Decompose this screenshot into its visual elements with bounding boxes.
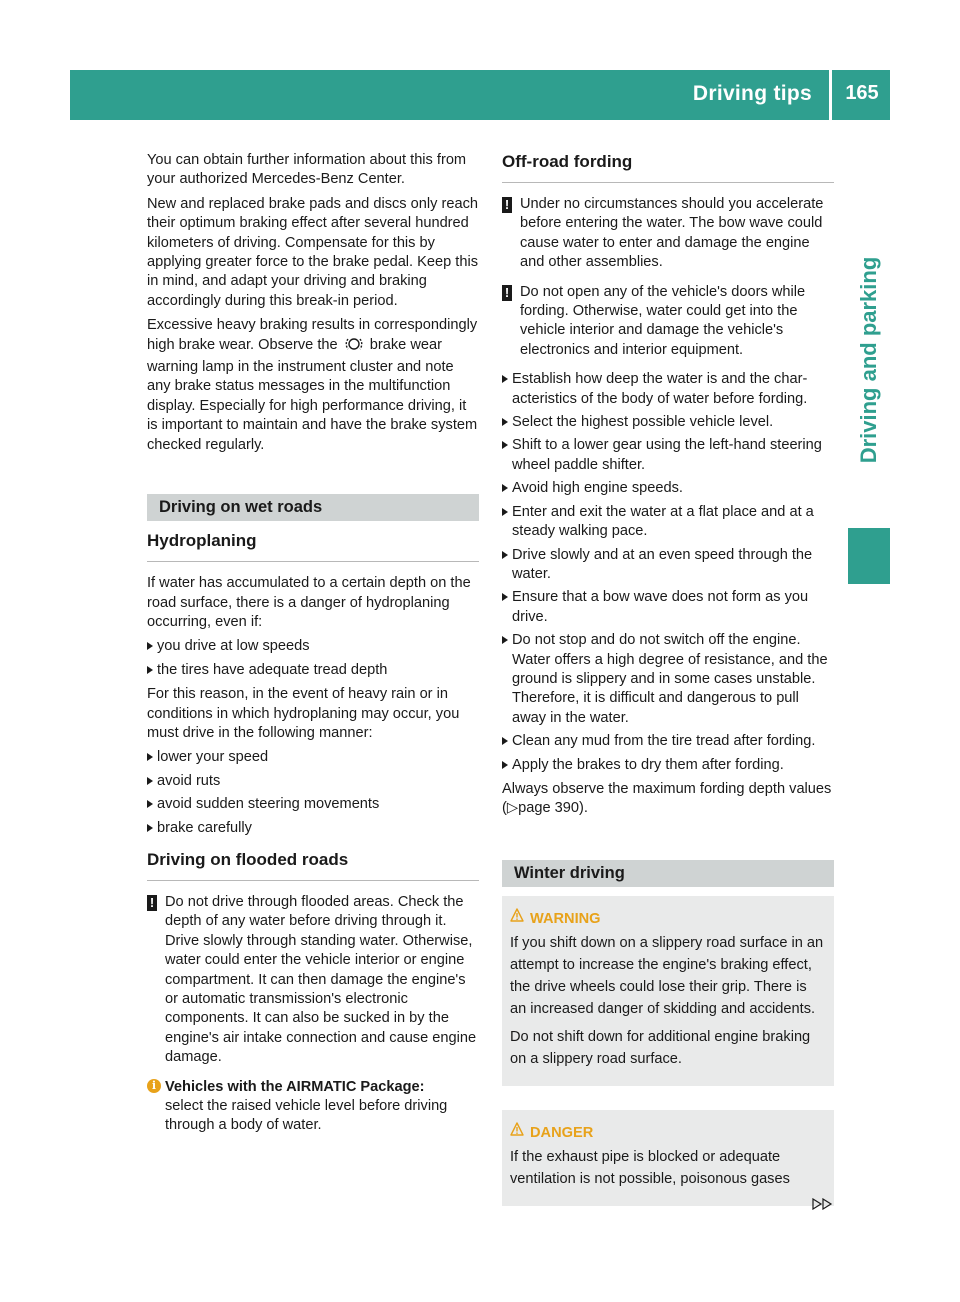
list-item xyxy=(147,795,479,814)
airmatic-text: select the raised vehicle level before driving through a body of water. xyxy=(165,1098,448,1134)
flooded-roads-note xyxy=(147,893,479,1068)
list-item xyxy=(502,732,834,751)
hydroplaning-conditions-list xyxy=(147,637,479,680)
exclamation-icon: ! xyxy=(502,285,512,301)
list-item xyxy=(502,631,834,728)
bullet-icon xyxy=(502,418,508,426)
list-item-text: avoid ruts xyxy=(157,772,221,789)
list-item xyxy=(502,479,834,498)
section-title: Driving tips xyxy=(692,82,812,105)
wet-roads-heading: Driving on wet roads xyxy=(147,494,479,521)
warning-triangle-icon xyxy=(510,908,524,922)
list-item-text: brake carefully xyxy=(157,819,252,836)
chapter-side-tab xyxy=(848,240,890,480)
list-item xyxy=(502,370,834,409)
fording-depth-text: Always observe the maximum fording depth values ( xyxy=(502,780,832,817)
offroad-note-2 xyxy=(502,283,834,361)
list-item-text: Ensure that a bow wave does not form as you drive. xyxy=(512,589,809,625)
list-item xyxy=(502,413,834,432)
list-item-text: you drive at low speeds xyxy=(157,638,310,655)
note-text xyxy=(165,1078,479,1136)
intro-paragraph-1: You can obtain further information about this from your authorized Mercedes-Benz Center. xyxy=(147,152,467,188)
list-item-text: Enter and exit the water at a flat place and at a steady walking pace. xyxy=(512,503,814,540)
warning-paragraph-2: Do not shift down for additional engine braking on a slippery road surface. xyxy=(510,1028,811,1067)
warning-box xyxy=(502,896,834,1086)
list-item xyxy=(147,637,479,656)
list-item-text: the tires have adequate tread depth xyxy=(157,661,388,678)
page-reference-link[interactable]: page 390 xyxy=(518,800,579,817)
airmatic-info-note xyxy=(147,1078,479,1136)
hydroplaning-heading: Hydroplaning xyxy=(147,530,479,562)
list-item xyxy=(147,748,479,767)
bullet-icon xyxy=(502,593,508,601)
exclamation-icon: ! xyxy=(147,895,157,911)
bullet-icon xyxy=(502,484,508,492)
danger-label: DANGER xyxy=(530,1124,594,1141)
list-item-text: lower your speed xyxy=(157,749,269,766)
list-item xyxy=(147,772,479,791)
danger-box xyxy=(502,1110,834,1206)
winter-driving-heading: Winter driving xyxy=(502,860,834,887)
danger-header xyxy=(510,1122,826,1144)
intro-paragraph-3-part-b: brake wear warning lamp in the instrument cluster and note any brake status messages in the multifunction display. Especially for high performance driving, it is important to maintain and have the brake system checked regularly. xyxy=(147,336,478,453)
chapter-label: Driving and parking xyxy=(856,256,881,464)
list-item xyxy=(502,546,834,585)
fording-steps-list xyxy=(502,370,834,775)
bullet-icon xyxy=(502,636,508,644)
offroad-note-1 xyxy=(502,195,834,273)
chapter-marker-block xyxy=(848,528,890,584)
list-item xyxy=(502,503,834,542)
bullet-icon xyxy=(147,753,153,761)
list-item xyxy=(502,756,834,775)
list-item xyxy=(502,436,834,475)
list-item-text: Shift to a lower gear using the left-hand steering wheel paddle shifter. xyxy=(512,437,822,473)
bullet-icon xyxy=(147,824,153,832)
danger-paragraph-1: If the exhaust pipe is blocked or adequate ventilation is not possible, poisonous gases xyxy=(510,1148,790,1187)
page-header xyxy=(70,70,890,120)
bullet-icon xyxy=(502,375,508,383)
info-icon: i xyxy=(147,1079,161,1093)
right-column xyxy=(502,151,834,1206)
continued-next-page-icon xyxy=(812,1198,834,1210)
bullet-icon xyxy=(502,761,508,769)
list-item xyxy=(147,819,479,838)
fording-depth-end: ). xyxy=(578,800,588,817)
bullet-icon xyxy=(147,777,153,785)
brake-wear-warning-lamp-icon xyxy=(345,336,363,358)
flooded-roads-heading: Driving on flooded roads xyxy=(147,849,479,881)
list-item-text: Apply the brakes to dry them after fording. xyxy=(512,756,784,773)
hydroplaning-paragraph-1: If water has accumulated to a certain depth on the road surface, there is a danger of hydroplaning occurring, even if: xyxy=(147,575,471,630)
note-text: Do not open any of the vehicle's doors while fording. Otherwise, water could get into the vehicle interior and damage the vehicle's electronics and interior equipment. xyxy=(520,283,806,358)
bullet-icon xyxy=(147,642,153,650)
bullet-icon xyxy=(502,737,508,745)
note-text: Under no circumstances should you accelerate before entering the water. The bow wave could cause water to enter and damage the engine and other assemblies. xyxy=(520,196,824,271)
intro-paragraph-2: New and replaced brake pads and discs only reach their optimum braking effect after several hundred kilometers of driving. Compensate for this by applying greater force to the brake pedal. Keep this in mind, and adapt your driving and braking accordingly during this break-in period. xyxy=(147,195,479,309)
hydroplaning-paragraph-2: For this reason, in the event of heavy rain or in conditions in which hydroplaning may occur, you must drive in the following manner: xyxy=(147,686,460,741)
list-item-text: Select the highest possible vehicle level. xyxy=(512,414,774,431)
intro-paragraph-3 xyxy=(147,316,479,455)
warning-header xyxy=(510,908,826,930)
warning-paragraph-1: If you shift down on a slippery road surface in an attempt to increase the engine's braking effect, the drive wheels could lose their grip. There is an increased danger of skidding and accidents. xyxy=(510,934,824,1017)
bullet-icon xyxy=(502,551,508,559)
header-divider xyxy=(829,70,832,120)
hydroplaning-actions-list xyxy=(147,748,479,838)
left-column xyxy=(147,151,479,1146)
bullet-icon xyxy=(147,666,153,674)
warning-triangle-icon xyxy=(510,1122,524,1136)
list-item-text: Drive slowly and at an even speed through the water. xyxy=(512,546,813,582)
list-item-text: Clean any mud from the tire tread after fording. xyxy=(512,733,816,750)
exclamation-icon: ! xyxy=(502,197,512,213)
note-text: Do not drive through flooded areas. Check the depth of any water before driving through it. Drive slowly through standing water. Otherwise, water could enter the vehicle interior or engine compartment. It can then damage the engine's or automatic transmission's electronic components. It can also be sucked in by the engine's air intake connection and cause engine damage. xyxy=(165,893,477,1066)
list-item-text: avoid sudden steering movements xyxy=(157,796,380,813)
offroad-fording-heading: Off-road fording xyxy=(502,151,834,183)
list-item-text: Avoid high engine speeds. xyxy=(512,480,683,497)
list-item xyxy=(502,588,834,627)
intro-paragraph-3-part-a: Excessive heavy braking results in correspondingly high brake wear. Observe the xyxy=(147,317,478,353)
list-item xyxy=(147,661,479,680)
bullet-icon xyxy=(147,800,153,808)
list-item-text: Establish how deep the water is and the characteristics of the body of water before fording. xyxy=(512,371,808,407)
warning-label: WARNING xyxy=(530,910,601,927)
fording-depth-paragraph xyxy=(502,780,834,819)
page-number: 165 xyxy=(845,82,879,104)
page-reference-arrow-icon: ▷ xyxy=(506,800,519,817)
airmatic-label: Vehicles with the AIRMATIC Package: xyxy=(165,1078,425,1095)
bullet-icon xyxy=(502,441,508,449)
list-item-text: Do not stop and do not switch off the engine. Water offers a high degree of resistance, and the ground is slippery and in some cases unstable. Therefore, it is difficult and dangerous to pull away in the water. xyxy=(512,632,828,726)
bullet-icon xyxy=(502,508,508,516)
